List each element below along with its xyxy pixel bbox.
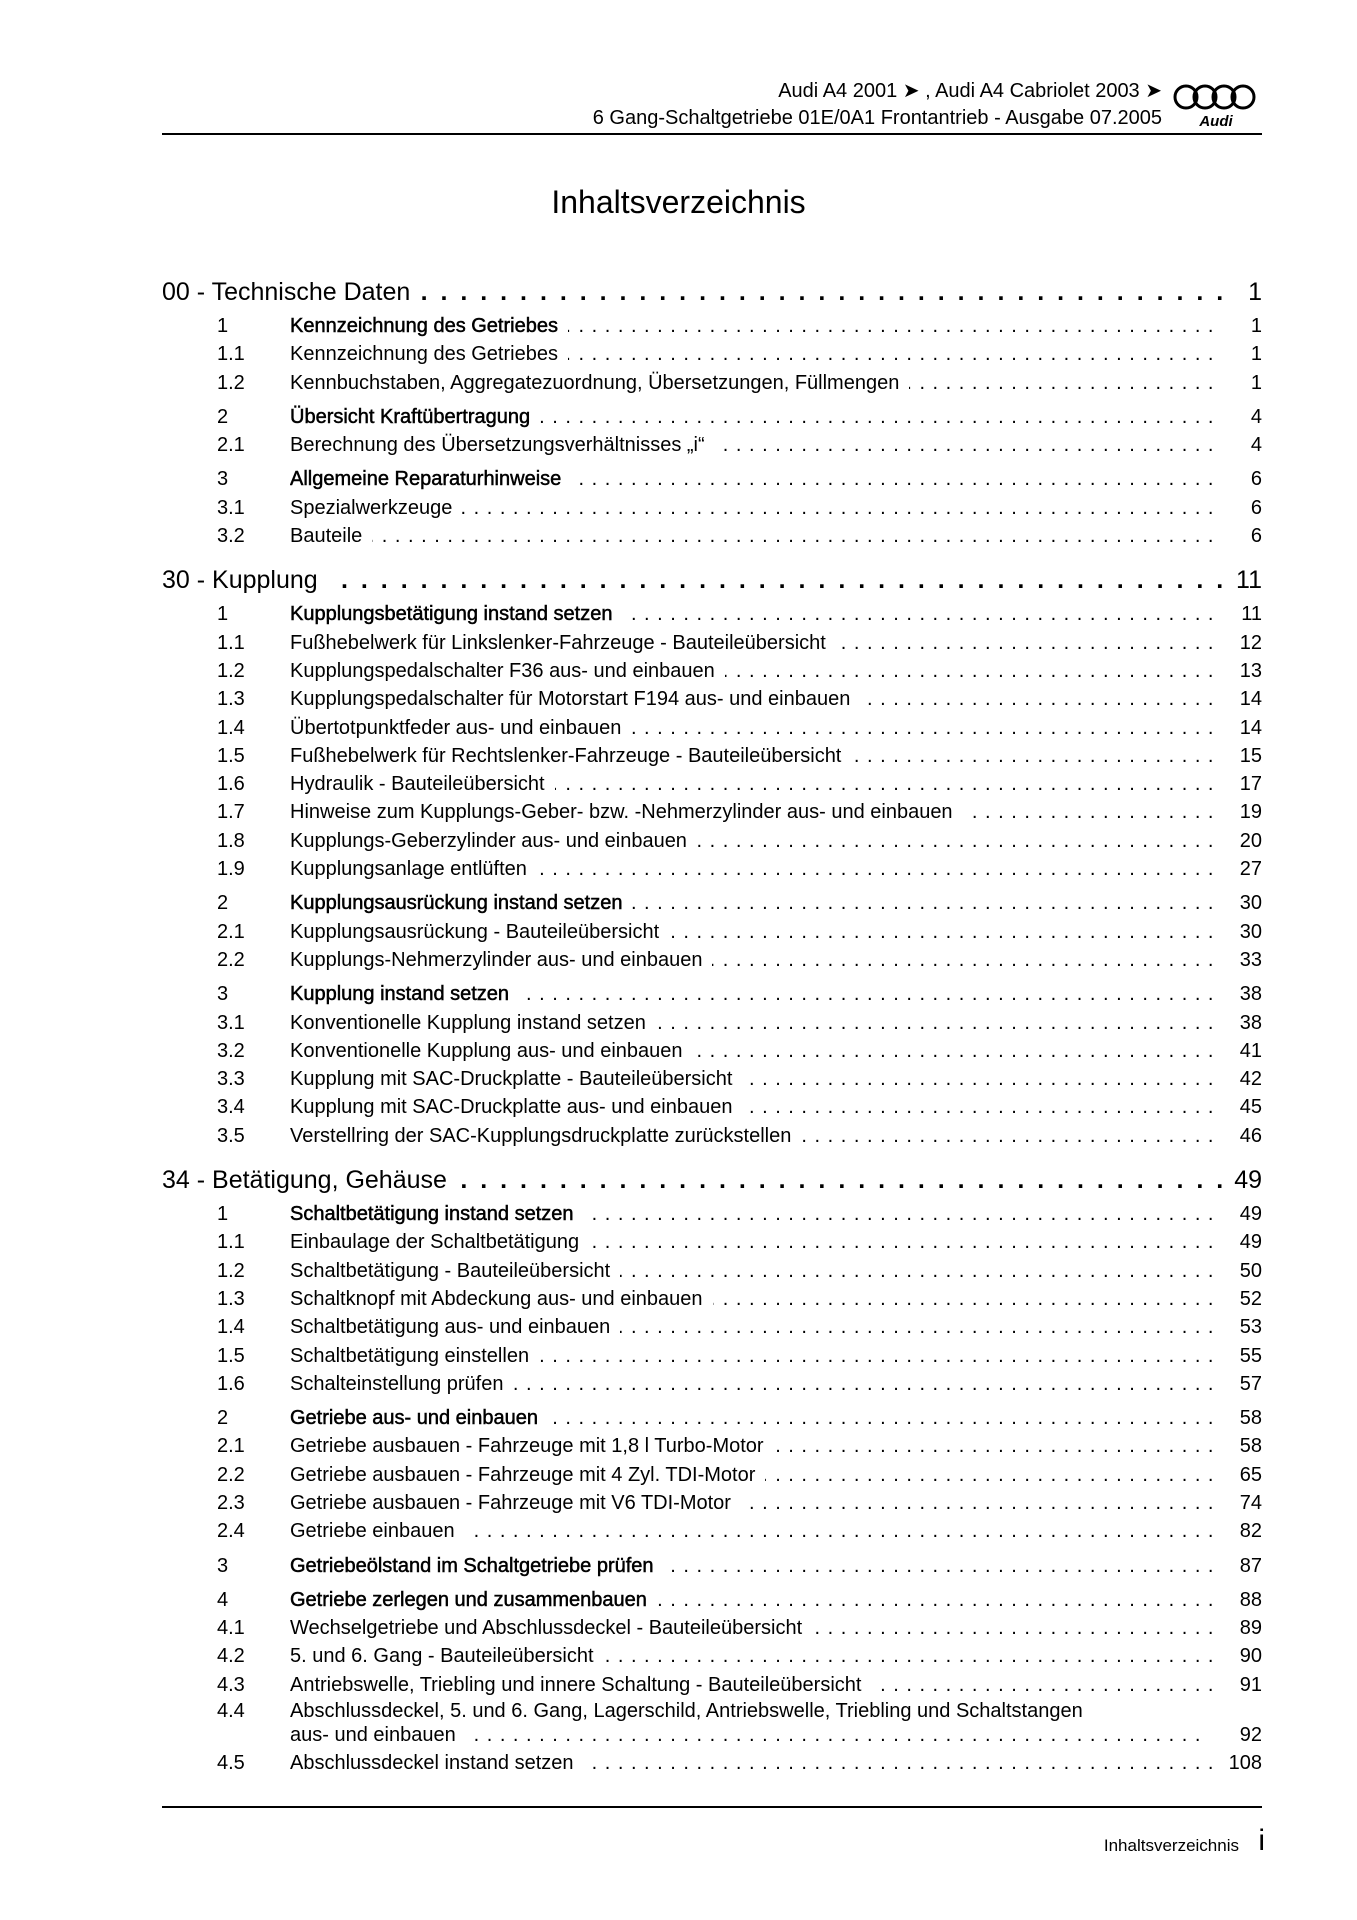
toc-entry-title: [290, 1122, 1212, 1150]
toc-entry-title: [290, 1432, 1212, 1460]
toc-entry-title: [290, 827, 1212, 855]
toc-entry[interactable]: [162, 1200, 1262, 1228]
toc-entry-title: [290, 918, 1212, 946]
toc-entry-title-text: Fußhebelwerk für Rechtslenker-Fahrzeuge - Bauteileübersicht: [290, 745, 851, 767]
toc-entry[interactable]: [162, 714, 1262, 742]
toc-entry-number: 2.2: [217, 948, 245, 971]
footer-label: Inhaltsverzeichnis: [1103, 1836, 1239, 1855]
toc-entry-number: 4.1: [217, 1617, 245, 1640]
toc-entry-page: 57: [1239, 1372, 1262, 1395]
toc-entry[interactable]: [162, 1642, 1262, 1670]
toc-entry-title-text: Getriebe einbauen: [290, 1520, 465, 1542]
toc-entry[interactable]: [162, 1009, 1262, 1037]
toc-entry[interactable]: [162, 1749, 1262, 1777]
toc-entry[interactable]: [162, 312, 1262, 340]
toc-entry[interactable]: [162, 522, 1262, 550]
toc-entry-page: 55: [1239, 1344, 1262, 1367]
toc-entry-page: 15: [1239, 744, 1262, 767]
toc-entry-number: 3: [217, 1554, 229, 1577]
toc-entry-number: 1.5: [217, 744, 245, 767]
toc-entry-title-text: Konventionelle Kupplung instand setzen: [290, 1012, 656, 1034]
toc-entry[interactable]: [162, 1489, 1262, 1517]
toc-entry-number: 1: [217, 1203, 229, 1226]
toc-entry-page: 14: [1239, 716, 1262, 739]
toc-entry-title-text: Abschlussdeckel, 5. und 6. Gang, Lagerschild, Antriebswelle, Triebling und Schaltstangen: [290, 1700, 1093, 1722]
toc-entry-number: 3.4: [217, 1096, 245, 1119]
toc-entry[interactable]: [162, 1517, 1262, 1545]
toc-entry-number: 4.2: [217, 1645, 245, 1668]
toc-entry-number: 3.1: [217, 496, 245, 519]
toc-entry-page: 1: [1250, 343, 1262, 366]
toc-entry-title: [290, 1489, 1212, 1517]
toc-entry[interactable]: [162, 1313, 1262, 1341]
toc-entry-title-text: Kupplung mit SAC-Druckplatte aus- und einbauen: [290, 1096, 742, 1118]
toc-entry-page: 17: [1239, 773, 1262, 796]
toc-entry-page: 42: [1239, 1068, 1262, 1091]
toc-entry-number: 3.2: [217, 525, 245, 548]
toc-entry-number: 1.3: [217, 1287, 245, 1310]
toc-entry-title-text: Kupplungsausrückung - Bauteileübersicht: [290, 921, 669, 943]
toc-entry-title: [290, 1228, 1212, 1256]
toc-entry-title-text: Kupplung mit SAC-Druckplatte - Bauteileübersicht: [290, 1068, 742, 1090]
toc-entry-page: 1: [1248, 278, 1262, 306]
toc-entry-title: [290, 1671, 1212, 1699]
toc-entry-number: 1.9: [217, 858, 245, 881]
header-line-2: 6 Gang-Schaltgetriebe 01E/0A1 Frontantrieb - Ausgabe 07.2005: [592, 107, 1162, 129]
toc-entry-number: 1.1: [217, 1231, 245, 1254]
toc-entry-title: [290, 494, 1212, 522]
toc-entry-page: 13: [1239, 659, 1262, 682]
audi-logo-icon: [1170, 82, 1262, 132]
toc-entry-page: 46: [1239, 1124, 1262, 1147]
toc-entry-title-text: Getriebeölstand im Schaltgetriebe prüfen: [290, 1555, 664, 1577]
toc-entry-page: 20: [1239, 829, 1262, 852]
toc-entry[interactable]: [162, 798, 1262, 826]
toc-entry-page: 45: [1239, 1096, 1262, 1119]
toc-entry-number: 3: [217, 468, 229, 491]
toc-entry[interactable]: [162, 1586, 1262, 1614]
toc-entry-page: 41: [1239, 1039, 1262, 1062]
toc-entry-number: 1: [217, 603, 229, 626]
toc-entry-title-text: Schaltbetätigung - Bauteileübersicht: [290, 1260, 620, 1282]
toc-entry-number: 1.6: [217, 773, 245, 796]
toc-entry[interactable]: [162, 1404, 1262, 1432]
toc-entry-title: [290, 1404, 1212, 1432]
toc-entry-title-continuation: aus- und einbauen: [290, 1724, 466, 1746]
toc-entry-title-text: Einbaulage der Schaltbetätigung: [290, 1231, 589, 1253]
toc-entry-title-text: Getriebe ausbauen - Fahrzeuge mit V6 TDI-Motor: [290, 1492, 741, 1514]
toc-entry-title: [290, 980, 1212, 1008]
toc-entry-page: 38: [1239, 1011, 1262, 1034]
toc-entry-number: 1.8: [217, 829, 245, 852]
toc-entry-number: 2.1: [217, 434, 245, 457]
toc-entry-number: 3.1: [217, 1011, 245, 1034]
toc-entry-title: [290, 946, 1212, 974]
toc-entry[interactable]: [162, 657, 1262, 685]
toc-entry-title: [290, 1461, 1212, 1489]
toc-entry-title: [290, 312, 1212, 340]
toc-entry[interactable]: [162, 340, 1262, 368]
toc-entry[interactable]: [162, 431, 1262, 459]
toc-entry-page: 58: [1239, 1407, 1262, 1430]
toc-chapter-entry[interactable]: [162, 1160, 1262, 1200]
toc-entry[interactable]: [162, 494, 1262, 522]
toc-entry-title: [290, 855, 1212, 883]
toc-entry-title-text: Kupplungsausrückung instand setzen: [290, 892, 632, 914]
toc-entry-page: 49: [1239, 1203, 1262, 1226]
toc-entry[interactable]: [162, 465, 1262, 493]
toc-entry-number: 4.5: [217, 1752, 245, 1775]
toc-entry-page: 58: [1239, 1435, 1262, 1458]
toc-entry[interactable]: [162, 980, 1262, 1008]
toc-entry-title: [290, 742, 1212, 770]
toc-entry[interactable]: [162, 1370, 1262, 1398]
toc-entry-page: 6: [1250, 525, 1262, 548]
toc-entry[interactable]: [162, 403, 1262, 431]
toc-entry[interactable]: [162, 685, 1262, 713]
toc-entry-number: 3.3: [217, 1068, 245, 1091]
toc-entry[interactable]: [162, 1037, 1262, 1065]
toc-entry-title: [162, 560, 1222, 600]
page-header: [162, 78, 1262, 134]
toc-entry[interactable]: [162, 889, 1262, 917]
toc-entry[interactable]: [162, 1614, 1262, 1642]
toc-entry-title: [290, 1642, 1212, 1670]
toc-entry-title-text: Schaltbetätigung aus- und einbauen: [290, 1316, 620, 1338]
toc-entry-title-text: Kennzeichnung des Getriebes: [290, 315, 568, 337]
footer-rule: [162, 1806, 1262, 1808]
toc-chapter-entry[interactable]: [162, 272, 1262, 312]
toc-chapter-entry[interactable]: [162, 560, 1262, 600]
toc-entry-title-text: Wechselgetriebe und Abschlussdeckel - Bauteileübersicht: [290, 1617, 812, 1639]
toc-entry-title-text: 30 - Kupplung: [162, 566, 328, 594]
toc-entry-page: 90: [1239, 1645, 1262, 1668]
toc-entry-number: 1.2: [217, 1259, 245, 1282]
toc-entry-title-text: Spezialwerkzeuge: [290, 497, 462, 519]
toc-entry-number: 1.2: [217, 371, 245, 394]
toc-entry-number: 2.1: [217, 1435, 245, 1458]
toc-entry-number: 1.4: [217, 716, 245, 739]
toc-entry-title: [290, 1517, 1212, 1545]
toc-entry-title-text: Getriebe ausbauen - Fahrzeuge mit 1,8 l Turbo-Motor: [290, 1435, 774, 1457]
toc-entry-title-text: Kupplungs-Nehmerzylinder aus- und einbauen: [290, 949, 712, 971]
toc-entry-page: 4: [1250, 405, 1262, 428]
toc-entry-page: 74: [1239, 1491, 1262, 1514]
toc-entry-page: 89: [1239, 1617, 1262, 1640]
toc-entry-title: [290, 714, 1212, 742]
toc-entry-number: 4.3: [217, 1673, 245, 1696]
toc-entry-page: 49: [1239, 1231, 1262, 1254]
toc-entry-title-text: Antriebswelle, Triebling und innere Schaltung - Bauteileübersicht: [290, 1674, 871, 1696]
toc-entry-page: 14: [1239, 688, 1262, 711]
toc-entry-title: [290, 1614, 1212, 1642]
toc-entry[interactable]: [162, 855, 1262, 883]
toc-entry-title-text: Kupplungspedalschalter F36 aus- und einbauen: [290, 660, 725, 682]
toc-entry-title-text: 34 - Betätigung, Gehäuse: [162, 1166, 457, 1194]
toc-entry-page: 88: [1239, 1588, 1262, 1611]
toc-entry[interactable]: [162, 1093, 1262, 1121]
toc-entry-page: 87: [1239, 1554, 1262, 1577]
toc-entry-title-text: Übersicht Kraftübertragung: [290, 406, 540, 428]
toc-entry[interactable]: [162, 742, 1262, 770]
toc-entry-title-text: Verstellring der SAC-Kupplungsdruckplatte zurückstellen: [290, 1125, 801, 1147]
toc-entry-title: [162, 1160, 1222, 1200]
toc-entry-number: 4: [217, 1588, 229, 1611]
toc-entry-title: [162, 272, 1222, 312]
toc-entry[interactable]: [162, 1228, 1262, 1256]
toc-entry-title: [290, 1093, 1212, 1121]
toc-entry[interactable]: [162, 770, 1262, 798]
toc-entry-title: [290, 889, 1212, 917]
toc-entry-title-text: Konventionelle Kupplung aus- und einbauen: [290, 1040, 693, 1062]
toc-entry[interactable]: [162, 1671, 1262, 1699]
toc-entry-number: 4.4: [217, 1700, 245, 1723]
toc-entry-page: 27: [1239, 858, 1262, 881]
toc-entry-number: 1.2: [217, 659, 245, 682]
toc-entry-page: 92: [1239, 1724, 1262, 1747]
toc-entry[interactable]: [162, 1065, 1262, 1093]
toc-entry-page: 30: [1239, 920, 1262, 943]
toc-entry[interactable]: [162, 629, 1262, 657]
toc-entry-page: 30: [1239, 892, 1262, 915]
toc-entry-title: [290, 465, 1212, 493]
toc-entry-title-text: Kennbuchstaben, Aggregatezuordnung, Übersetzungen, Füllmengen: [290, 372, 909, 394]
toc-entry-page: 11: [1241, 603, 1262, 626]
table-of-contents: [162, 262, 1262, 1777]
toc-entry-page: 91: [1239, 1673, 1262, 1696]
toc-entry-page: 6: [1250, 496, 1262, 519]
toc-entry[interactable]: [162, 369, 1262, 397]
toc-entry-number: 2: [217, 405, 229, 428]
toc-entry-title: [290, 629, 1212, 657]
toc-entry-number: 1.4: [217, 1316, 245, 1339]
toc-entry-page: 38: [1239, 983, 1262, 1006]
toc-entry-title-text: 5. und 6. Gang - Bauteileübersicht: [290, 1645, 604, 1667]
toc-entry-number: 2: [217, 1407, 229, 1430]
toc-entry-title-text: Schaltknopf mit Abdeckung aus- und einbauen: [290, 1288, 713, 1310]
toc-entry-title: [290, 1699, 1212, 1747]
toc-entry[interactable]: [162, 918, 1262, 946]
toc-entry-number: 2: [217, 892, 229, 915]
toc-entry-title: [290, 770, 1212, 798]
toc-entry-number: 1.3: [217, 688, 245, 711]
toc-entry-page: 12: [1239, 631, 1262, 654]
toc-entry-page: 1: [1250, 315, 1262, 337]
toc-entry-number: 3: [217, 983, 229, 1006]
toc-entry-title: [290, 1200, 1212, 1228]
toc-entry-title-text: Kupplungsanlage entlüften: [290, 858, 537, 880]
toc-entry-page: 108: [1228, 1752, 1262, 1775]
toc-entry-number: 2.3: [217, 1491, 245, 1514]
toc-entry-title-text: Schaltbetätigung instand setzen: [290, 1203, 584, 1225]
toc-entry-title-text: Bauteile: [290, 525, 372, 547]
toc-entry-number: 2.4: [217, 1520, 245, 1543]
toc-entry[interactable]: [162, 946, 1262, 974]
toc-entry-title-text: Schalteinstellung prüfen: [290, 1373, 513, 1395]
toc-entry-title-text: Kupplungspedalschalter für Motorstart F194 aus- und einbauen: [290, 688, 860, 710]
toc-entry-title-text: Kupplungs-Geberzylinder aus- und einbauen: [290, 830, 697, 852]
toc-entry-title: [290, 369, 1212, 397]
toc-entry-number: 2.2: [217, 1463, 245, 1486]
toc-entry-number: 3.5: [217, 1124, 245, 1147]
toc-entry-title: [290, 1009, 1212, 1037]
toc-entry-number: 1.1: [217, 631, 245, 654]
toc-entry-title: [290, 1313, 1212, 1341]
toc-entry-title-text: Abschlussdeckel instand setzen: [290, 1752, 584, 1774]
toc-entry-title: [290, 1037, 1212, 1065]
toc-entry-title-text: Schaltbetätigung einstellen: [290, 1345, 539, 1367]
toc-entry-number: 1.1: [217, 343, 245, 366]
toc-entry-title: [290, 1586, 1212, 1614]
toc-entry-page: 82: [1239, 1520, 1262, 1543]
footer-page-number: i: [1258, 1824, 1265, 1857]
toc-entry[interactable]: [162, 1432, 1262, 1460]
toc-entry-title-text: Getriebe aus- und einbauen: [290, 1407, 548, 1429]
toc-entry-number: 1.6: [217, 1372, 245, 1395]
toc-entry-page: 19: [1239, 801, 1262, 824]
toc-entry[interactable]: [162, 1257, 1262, 1285]
toc-entry[interactable]: [162, 827, 1262, 855]
toc-entry[interactable]: [162, 1342, 1262, 1370]
toc-entry-title: [290, 522, 1212, 550]
toc-entry-title-text: Kupplung instand setzen: [290, 983, 519, 1005]
toc-entry-title: [290, 340, 1212, 368]
toc-entry-title-text: Kupplungsbetätigung instand setzen: [290, 603, 622, 625]
toc-entry-number: 3.2: [217, 1039, 245, 1062]
toc-entry-title: [290, 1370, 1212, 1398]
toc-entry-title: [290, 1552, 1212, 1580]
toc-entry-number: 1.5: [217, 1344, 245, 1367]
toc-entry-title-text: Getriebe zerlegen und zusammenbauen: [290, 1589, 657, 1611]
toc-entry-page: 49: [1234, 1166, 1262, 1195]
toc-entry-page: 52: [1239, 1287, 1262, 1310]
toc-entry-page: 4: [1250, 434, 1262, 457]
toc-entry-title: [290, 1749, 1212, 1777]
toc-entry-page: 53: [1239, 1316, 1262, 1339]
toc-entry-title-text: Übertotpunktfeder aus- und einbauen: [290, 717, 631, 739]
toc-entry-title-text: Hydraulik - Bauteileübersicht: [290, 773, 555, 795]
toc-entry-title-text: Fußhebelwerk für Linkslenker-Fahrzeuge - Bauteileübersicht: [290, 632, 836, 654]
toc-entry-page: 1: [1250, 371, 1262, 394]
toc-entry-page: 65: [1239, 1463, 1262, 1486]
toc-entry[interactable]: [162, 600, 1262, 628]
logo-text: Audi: [1199, 113, 1233, 130]
toc-entry[interactable]: [162, 1699, 1262, 1749]
toc-entry-title-text: 00 - Technische Daten: [162, 278, 420, 306]
toc-entry-title: [290, 431, 1212, 459]
toc-entry-title: [290, 1065, 1212, 1093]
header-line-1: Audi A4 2001 ➤ , Audi A4 Cabriolet 2003 ➤: [778, 80, 1162, 102]
toc-entry-title-text: Hinweise zum Kupplungs-Geber- bzw. -Nehmerzylinder aus- und einbauen: [290, 801, 963, 823]
toc-entry[interactable]: [162, 1285, 1262, 1313]
toc-entry-number: 2.1: [217, 920, 245, 943]
header-text: [593, 78, 1162, 132]
toc-entry-title: [290, 403, 1212, 431]
toc-entry-title: [290, 1285, 1212, 1313]
header-rule: [162, 133, 1262, 135]
toc-entry[interactable]: [162, 1552, 1262, 1580]
page-title: Inhaltsverzeichnis: [551, 184, 806, 220]
toc-entry-title-text: Kennzeichnung des Getriebes: [290, 343, 568, 365]
toc-entry-title: [290, 600, 1212, 628]
toc-entry-title-text: Allgemeine Reparaturhinweise: [290, 468, 571, 490]
toc-entry-title-text: Getriebe ausbauen - Fahrzeuge mit 4 Zyl. TDI-Motor: [290, 1464, 765, 1486]
toc-entry-title: [290, 685, 1212, 713]
toc-entry-title: [290, 1257, 1212, 1285]
toc-entry-page: 6: [1250, 468, 1262, 491]
toc-entry-number: 1: [217, 315, 229, 337]
toc-entry-number: 1.7: [217, 801, 245, 824]
toc-entry-title: [290, 657, 1212, 685]
toc-entry[interactable]: [162, 1122, 1262, 1150]
toc-entry-page: 11: [1236, 566, 1262, 595]
toc-entry-title: [290, 1342, 1212, 1370]
toc-entry[interactable]: [162, 1461, 1262, 1489]
toc-entry-title-text: Berechnung des Übersetzungsverhältnisses „i“: [290, 434, 715, 456]
toc-entry-title: [290, 798, 1212, 826]
toc-entry-page: 50: [1239, 1259, 1262, 1282]
toc-entry-page: 33: [1239, 948, 1262, 971]
